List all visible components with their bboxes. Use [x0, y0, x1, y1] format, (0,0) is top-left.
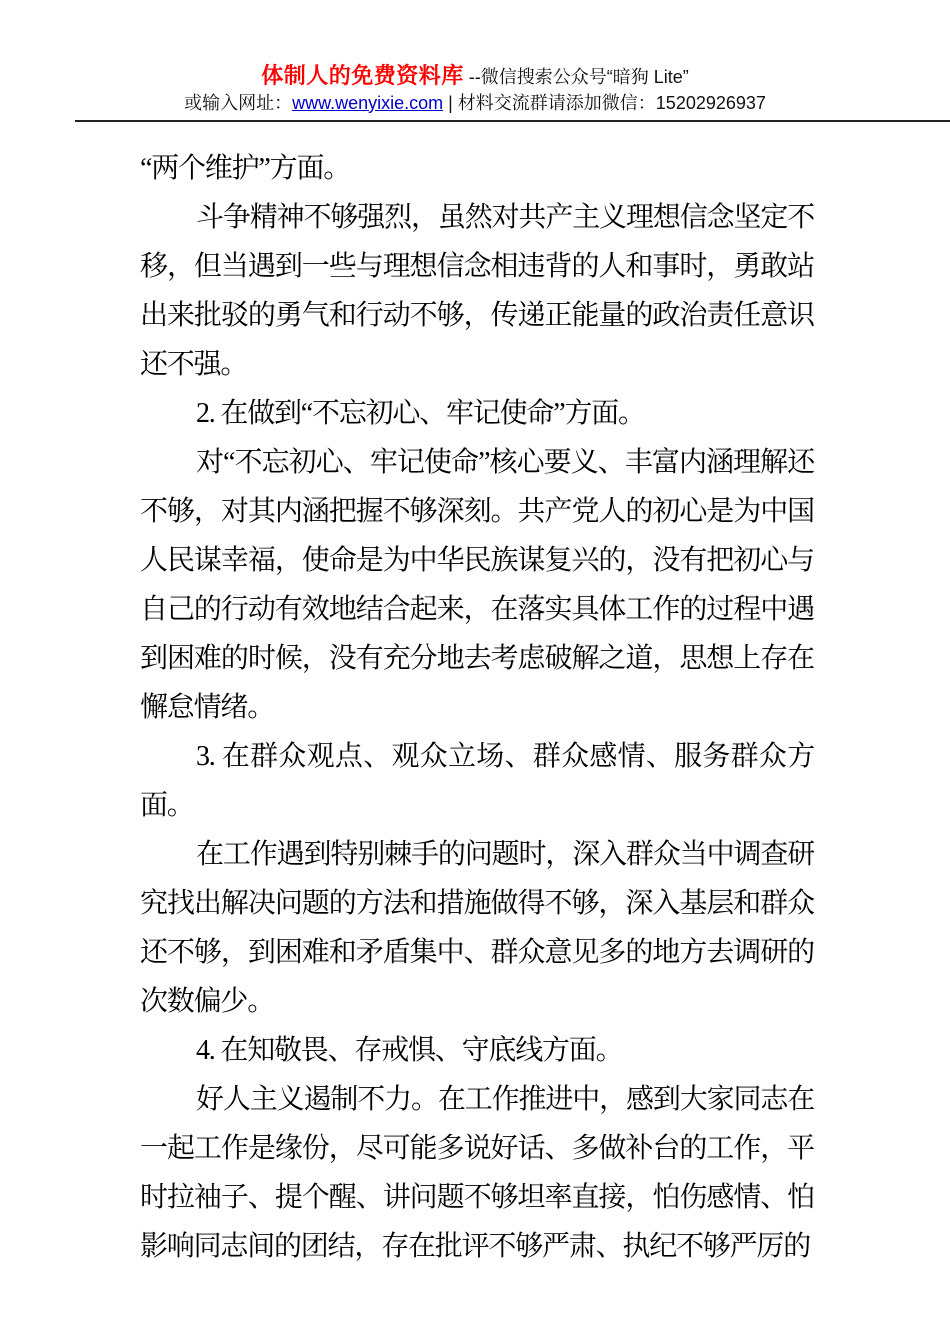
header-divider: [75, 120, 950, 122]
document-body: [140, 144, 814, 1271]
promo-header: [0, 0, 950, 122]
promo-header-line1: [0, 62, 950, 90]
paragraph: 对“不忘初心、牢记使命”核心要义、丰富内涵理解还不够，对其内涵把握不够深刻。共产党人的初心是为中国人民谋幸福，使命是为中华民族谋复兴的，没有把初心与自己的行动有效地结合起来，在落实具体工作的过程中遇到困难的时候，没有充分地去考虑破解之道，思想上存在懈怠情绪。: [140, 447, 814, 723]
paragraph: 3. 在群众观点、观众立场、群众感情、服务群众方面。: [140, 741, 814, 821]
paragraph: 好人主义遏制不力。在工作推进中，感到大家同志在一起工作是缘份，尽可能多说好话、多做补台的工作，平时拉袖子、提个醒、讲问题不够坦率直接，怕伤感情、怕影响同志间的团结，存在批评不够严肃、执纪不够严厉的: [140, 1084, 814, 1262]
promo-header-line2: [0, 92, 950, 115]
paragraph: 斗争精神不够强烈，虽然对共产主义理想信念坚定不移，但当遇到一些与理想信念相违背的人和事时，勇敢站出来批驳的勇气和行动不够，传递正能量的政治责任意识还不强。: [140, 202, 814, 380]
paragraph: 在工作遇到特别棘手的问题时，深入群众当中调查研究找出解决问题的方法和措施做得不够，深入基层和群众还不够，到困难和矛盾集中、群众意见多的地方去调研的次数偏少。: [140, 839, 814, 1017]
wechat-contact-label: | 材料交流群请添加微信：15202926937: [443, 92, 766, 113]
paragraph: 2. 在做到“不忘初心、牢记使命”方面。: [196, 398, 645, 429]
paragraph: “两个维护”方面。: [140, 153, 351, 184]
website-link[interactable]: www.wenyixie.com: [292, 92, 444, 113]
paragraph: 4. 在知敬畏、存戒惧、守底线方面。: [196, 1035, 623, 1066]
brand-title: 体制人的免费资料库: [261, 63, 464, 88]
brand-subtitle: --微信搜索公众号“暗狗 Lite”: [463, 67, 689, 87]
url-prefix-label: 或输入网址：: [184, 92, 293, 113]
